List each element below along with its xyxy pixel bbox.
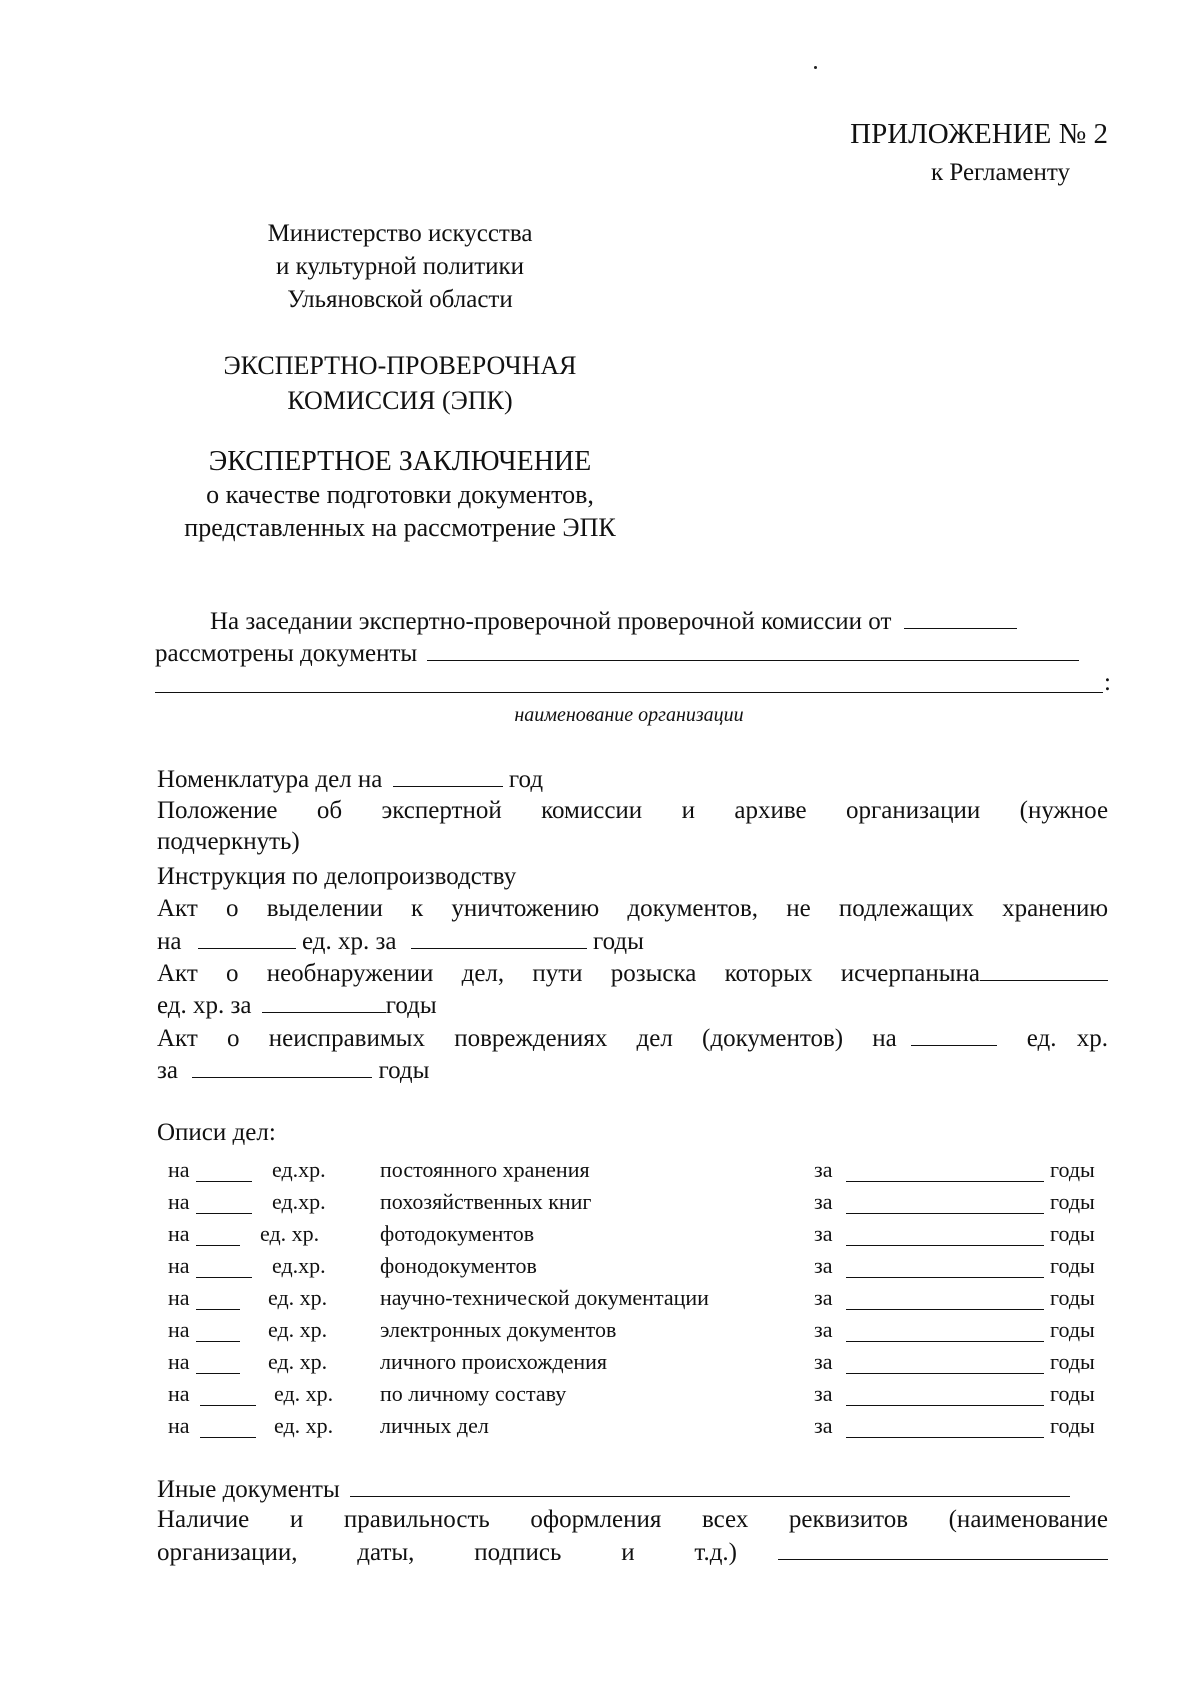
act-destroy-ed: ед. хр. за (301, 928, 397, 955)
requisites-word: (наименование (948, 1506, 1109, 1533)
inventory-count-field[interactable] (200, 1384, 256, 1406)
conclusion-line-2: о качестве подготовки документов, (206, 480, 594, 509)
act-damage-line-2 (157, 1055, 429, 1086)
inventory-years-field[interactable] (846, 1192, 1044, 1214)
inventory-count-field[interactable] (200, 1416, 256, 1438)
inventory-kind: личного происхождения (380, 1349, 608, 1374)
inventory-count-field[interactable] (196, 1352, 240, 1374)
requisites-2-word: даты, (357, 1539, 415, 1566)
organization-line-3: Ульяновской области (287, 286, 513, 313)
regulation-word: экспертной (381, 797, 502, 824)
inventory-kind: похозяйственных книг (380, 1189, 592, 1214)
regulation-word: организации (846, 797, 981, 824)
act-missing-na: на (955, 960, 980, 987)
inventory-years-field[interactable] (846, 1224, 1044, 1246)
nomenclature-label: Номенклатура дел на (157, 766, 383, 793)
inventory-na: на (168, 1157, 190, 1182)
requisites-2-word: организации, (157, 1539, 298, 1566)
act-missing-word: пути (532, 960, 583, 987)
inventory-ed: ед.хр. (272, 1157, 326, 1182)
act-destroy-gody: годы (592, 928, 644, 955)
requisites-word: всех (702, 1506, 749, 1533)
inventory-na: на (168, 1349, 190, 1374)
inventory-count-field[interactable] (196, 1320, 240, 1342)
inventory-kind: личных дел (380, 1413, 489, 1438)
inventory-ed: ед.хр. (272, 1189, 326, 1214)
other-docs-label: Иные документы (157, 1476, 340, 1503)
inventory-row (168, 1156, 1108, 1184)
inventory-years-field[interactable] (846, 1256, 1044, 1278)
inventory-kind: постоянного хранения (380, 1157, 590, 1182)
regulation-line (157, 796, 1108, 826)
inventory-za: за (814, 1349, 833, 1374)
act-missing-years-field[interactable] (262, 990, 386, 1013)
inventory-gody: годы (1050, 1221, 1095, 1246)
inventory-na: на (168, 1189, 190, 1214)
requisites-word: оформления (530, 1506, 662, 1533)
inventory-na: на (168, 1253, 190, 1278)
requisites-text-2 (157, 1538, 737, 1568)
inventory-count-field[interactable] (196, 1192, 252, 1214)
inventory-za: за (814, 1189, 833, 1214)
inventory-gody: годы (1050, 1317, 1095, 1342)
inventory-gody: годы (1050, 1413, 1095, 1438)
inventories-title: Описи дел: (157, 1119, 276, 1146)
meeting-line (210, 606, 1017, 637)
commission-block (160, 348, 640, 418)
inventory-gody: годы (1050, 1381, 1095, 1406)
requisites-word: правильность (343, 1506, 490, 1533)
inventory-za: за (814, 1253, 833, 1278)
act-destroy-na: на (157, 928, 182, 955)
regulation-line-2: подчеркнуть) (157, 828, 300, 855)
inventory-ed: ед. хр. (268, 1317, 328, 1342)
inventory-gody: годы (1050, 1157, 1095, 1182)
act-missing-word: о (226, 960, 239, 987)
meeting-date-field[interactable] (904, 606, 1017, 629)
inventory-ed: ед.хр. (272, 1253, 326, 1278)
inventory-years-field[interactable] (846, 1352, 1044, 1374)
inventory-years-field[interactable] (846, 1160, 1044, 1182)
act-damage-count-field[interactable] (911, 1023, 997, 1046)
act-missing-ed: ед. хр. за (157, 992, 252, 1019)
inventory-gody: годы (1050, 1189, 1095, 1214)
inventory-za: за (814, 1221, 833, 1246)
act-missing-word: необнаружении (266, 960, 434, 987)
act-destroy-line (157, 894, 1108, 924)
organization-line-1: Министерство искусства (267, 220, 533, 247)
inventory-row (168, 1284, 1108, 1312)
act-missing-count-field[interactable] (980, 958, 1108, 981)
act-damage-word: о (227, 1025, 240, 1052)
inventory-na: на (168, 1317, 190, 1342)
requisites-2-word: подпись (474, 1539, 562, 1566)
act-missing-word: которых (724, 960, 813, 987)
inventory-ed: ед. хр. (268, 1349, 328, 1374)
act-destroy-word: подлежащих (838, 895, 974, 922)
act-destroy-word: хранению (1002, 895, 1109, 922)
inventory-count-field[interactable] (196, 1256, 252, 1278)
act-damage-za: за (157, 1057, 178, 1084)
inventory-za: за (814, 1285, 833, 1310)
inventory-za: за (814, 1317, 833, 1342)
inventory-count-field[interactable] (196, 1160, 252, 1182)
act-destroy-count-field[interactable] (198, 926, 296, 949)
act-destroy-word: Акт (157, 895, 198, 922)
inventory-row (168, 1380, 1108, 1408)
inventory-ed: ед. хр. (274, 1381, 334, 1406)
act-missing-line (157, 958, 1108, 989)
other-docs-line (157, 1474, 1070, 1505)
inventory-row (168, 1252, 1108, 1280)
inventory-count-field[interactable] (196, 1224, 240, 1246)
inventory-count-field[interactable] (196, 1288, 240, 1310)
act-damage-ed: ед. хр. (1026, 1025, 1108, 1052)
inventory-gody: годы (1050, 1253, 1095, 1278)
reviewed-line (155, 638, 1079, 669)
colon-mark: : (1104, 669, 1111, 696)
reviewed-label: рассмотрены документы (155, 640, 418, 667)
inventory-na: на (168, 1221, 190, 1246)
inventory-na: на (168, 1413, 190, 1438)
inventory-years-field[interactable] (846, 1416, 1044, 1438)
commission-line-1: ЭКСПЕРТНО-ПРОВЕРОЧНАЯ (223, 351, 577, 380)
act-damage-text (157, 1024, 897, 1054)
scan-dot (814, 66, 817, 69)
act-destroy-word: не (786, 895, 811, 922)
act-missing-word: Акт (157, 960, 198, 987)
inventory-ed: ед. хр. (260, 1221, 320, 1246)
act-destroy-word: о (226, 895, 239, 922)
organization-line-2: и культурной политики (275, 253, 525, 280)
act-damage-word: неисправимых (268, 1025, 425, 1052)
inventory-row (168, 1188, 1108, 1216)
inventory-na: на (168, 1381, 190, 1406)
act-damage-word: дел (636, 1025, 673, 1052)
conclusion-title: ЭКСПЕРТНОЕ ЗАКЛЮЧЕНИЕ (208, 446, 592, 477)
inventory-ed: ед. хр. (274, 1413, 334, 1438)
appendix-number: ПРИЛОЖЕНИЕ № 2 (850, 118, 1108, 150)
requisites-2-word: и (621, 1539, 635, 1566)
act-destroy-years-field[interactable] (411, 926, 587, 949)
act-damage-word: повреждениях (454, 1025, 608, 1052)
inventory-kind: научно-технической документации (380, 1285, 709, 1310)
act-damage-word: Акт (157, 1025, 198, 1052)
act-missing-word: дел, (461, 960, 505, 987)
inventory-za: за (814, 1157, 833, 1182)
requisites-line (157, 1505, 1108, 1535)
act-missing-gody: годы (385, 992, 437, 1019)
regulation-word: об (316, 797, 343, 824)
act-damage-gody: годы (378, 1057, 430, 1084)
inventory-years-field[interactable] (846, 1320, 1044, 1342)
organization-caption: наименование организации (514, 704, 744, 726)
inventory-row (168, 1220, 1108, 1248)
act-damage-word: (документов) (702, 1025, 844, 1052)
nomenclature-line (157, 764, 543, 795)
conclusion-block (120, 445, 680, 544)
inventory-kind: фотодокументов (380, 1221, 535, 1246)
inventory-na: на (168, 1285, 190, 1310)
requisites-word: и (289, 1506, 304, 1533)
act-damage-line (157, 1023, 1108, 1054)
inventory-years-field[interactable] (846, 1384, 1044, 1406)
inventory-gody: годы (1050, 1285, 1095, 1310)
inventory-years-field[interactable] (846, 1288, 1044, 1310)
act-destroy-word: уничтожению (451, 895, 600, 922)
requisites-field[interactable] (778, 1537, 1108, 1560)
inventory-kind: по личному составу (380, 1381, 567, 1406)
act-missing-text (157, 959, 956, 989)
requisites-word: Наличие (157, 1506, 250, 1533)
conclusion-line-3: представленных на рассмотрение ЭПК (184, 513, 616, 542)
inventory-kind: фонодокументов (380, 1253, 537, 1278)
act-destroy-word: выделении (266, 895, 383, 922)
inventory-za: за (814, 1381, 833, 1406)
appendix-reference: к Регламенту (930, 159, 1070, 186)
regulation-word: Положение (157, 797, 278, 824)
act-missing-word: розыска (610, 960, 697, 987)
regulation-word: комиссии (541, 797, 643, 824)
requisites-2-word: т.д.) (694, 1539, 737, 1566)
act-damage-years-field[interactable] (192, 1055, 372, 1078)
reviewed-docs-field[interactable] (427, 638, 1079, 661)
inventory-ed: ед. хр. (268, 1285, 328, 1310)
act-missing-line-2 (157, 990, 437, 1021)
other-docs-field[interactable] (350, 1474, 1070, 1497)
meeting-text: На заседании экспертно-проверочной проверочной комиссии от (210, 608, 892, 635)
act-destroy-line-2 (157, 926, 644, 957)
requisites-line-2 (157, 1537, 1108, 1568)
inventory-za: за (814, 1413, 833, 1438)
inventory-row (168, 1348, 1108, 1376)
nomenclature-year-label: год (508, 766, 544, 793)
organization-block (160, 217, 640, 316)
organization-name-field[interactable] (155, 668, 1103, 693)
act-destroy-word: документов, (627, 895, 759, 922)
requisites-word: реквизитов (788, 1506, 909, 1533)
act-destroy-word: к (411, 895, 424, 922)
commission-line-2: КОМИССИЯ (ЭПК) (287, 386, 513, 415)
regulation-word: архиве (734, 797, 807, 824)
inventory-gody: годы (1050, 1349, 1095, 1374)
inventory-kind: электронных документов (380, 1317, 617, 1342)
inventory-row (168, 1412, 1108, 1440)
act-damage-word: на (872, 1025, 897, 1052)
regulation-word: (нужное (1019, 797, 1109, 824)
instruction-line: Инструкция по делопроизводству (157, 863, 517, 890)
act-missing-word: исчерпаны (840, 960, 956, 987)
inventory-row (168, 1316, 1108, 1344)
regulation-word: и (681, 797, 695, 824)
nomenclature-year-field[interactable] (393, 764, 503, 787)
